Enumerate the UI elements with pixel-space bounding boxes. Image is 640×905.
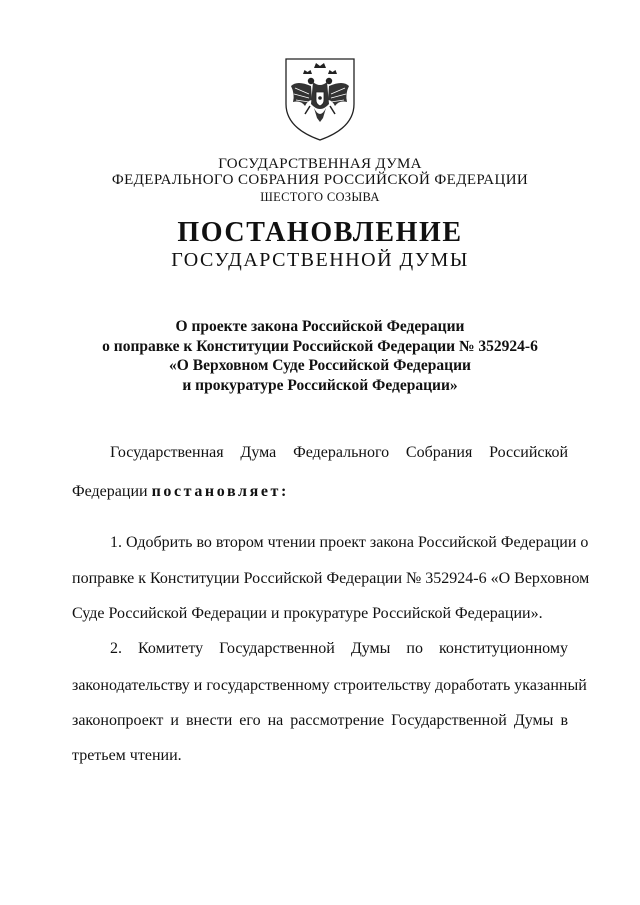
subject-line-2: о поправке к Конституции Российской Федерации № 352924-6 (102, 338, 538, 355)
item-2-line-1: 2. Комитету Государственной Думы по конституционному (110, 640, 568, 657)
decree-word: постановляет: (151, 483, 289, 500)
coat-of-arms-icon (283, 56, 357, 142)
item-2-line-2: законодательству и государственному строительству доработать указанный (72, 677, 587, 694)
preamble-line-2-start: Федерации (72, 483, 152, 500)
item-2-line-3: законопроект и внести его на рассмотрение Государственной Думы в (72, 712, 568, 729)
document-subtitle: ГОСУДАРСТВЕННОЙ ДУМЫ (171, 249, 469, 271)
item-1-line-3: Суде Российской Федерации и прокуратуре Российской Федерации». (72, 605, 543, 622)
issuer-line-2: ФЕДЕРАЛЬНОГО СОБРАНИЯ РОССИЙСКОЙ ФЕДЕРАЦИИ (111, 172, 529, 188)
item-1-line-1: 1. Одобрить во втором чтении проект закона Российской Федерации о (110, 534, 589, 551)
item-1-line-2: поправке к Конституции Российской Федерации № 352924-6 «О Верховном (72, 570, 590, 587)
subject-line-3: «О Верховном Суде Российской Федерации (169, 357, 471, 374)
convocation-line: ШЕСТОГО СОЗЫВА (260, 190, 380, 204)
item-2-line-4: третьем чтении. (72, 747, 182, 764)
document-type: ПОСТАНОВЛЕНИЕ (177, 217, 463, 248)
issuer-line-1: ГОСУДАРСТВЕННАЯ ДУМА (218, 156, 422, 172)
preamble-line-2 (72, 484, 568, 500)
subject-line-4: и прокуратуре Российской Федерации» (182, 377, 458, 394)
preamble-line-1: Государственная Дума Федерального Собрания Российской (110, 444, 568, 461)
subject-line-1: О проекте закона Российской Федерации (175, 318, 465, 335)
